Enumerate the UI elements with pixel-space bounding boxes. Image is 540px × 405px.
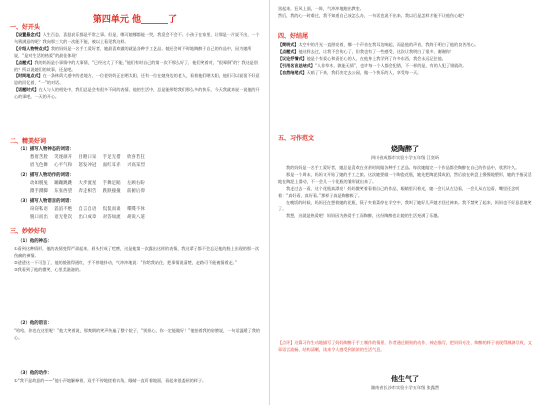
essay1-comment: 【点评】这篇习作生动地描写了妈妈陶醉于手工制作的情景，作者通过细致的动作、神态描写，把妈妈专注、陶醉的样子表现得淋漓尽致，文章语言流畅，结构清晰，读来令人感受到浓浓的生活气息。 [278, 340, 532, 352]
ending-item: 【议论抒情式】他是个有爱心和责任心的人，在他身上我学到了许多东西，我会永远记住他。 [278, 55, 446, 61]
words-row: 蹑手蹑脚 东张西望 奔走相告 跌跌撞撞 前俯后仰 [30, 189, 146, 194]
words-subheading-action: （2）描写人物动作的词语： [18, 173, 74, 178]
sentence-item: ①看到这种情形，他的表情变得严肃起来，眉头拧成了疙瘩，这是他第一次露出这样的表情，我这辈子都不会忘记他的脸上出现的那一次伤痛的神情。 [14, 246, 260, 258]
continuation-line: 黑起来，狂风上面，一阵，气冲冲地跑出教室。 [278, 6, 364, 11]
section-good-sentences: 三、妙妙好句 [10, 228, 47, 235]
ending-item: 【简明式】太空中的月光一直照亮着，哪一个声音在我耳边响起，而是他的声音，我终于明白了他的良苦用心。 [278, 42, 479, 47]
continuation-text [278, 6, 532, 28]
words-row: 愁眉苦脸 笑逐颜开 目瞪口呆 手足无措 欣喜若狂 [30, 155, 146, 160]
essay1-author: 四川省成都市实验小学五年级 江奕昕 [370, 155, 440, 160]
essay2-author: 湖南省长沙市实验小学五年级 张露然 [370, 385, 440, 390]
sentences-action-block [14, 378, 262, 400]
sentences-expression-block [14, 246, 262, 306]
sentence-item: ②爸爸这一下可急了，他的脸涨得通红，手不停地抖动，气冲冲地说：“你给我站住，把事情说清楚，走路可不能被猜着走。” [14, 259, 237, 265]
continuation-line: 然后，我的心一时难过，我不知道自己该怎么办，一句话也说不出来。我以后是怎样才能不让他伤心呢？ [278, 12, 467, 18]
essay2-title: 他生气了 [391, 375, 419, 383]
ending-item: 【点题式】他这样去过，让我不会伤心了，但我也有了一些感受，这次让我明白了很多，谢谢你！ [278, 48, 455, 54]
words-row: 眉飞色舞 心平气和 怒发冲冠 面红耳赤 兴高采烈 [30, 163, 146, 168]
sentences-language-block [14, 328, 262, 362]
section-good-opening: 一、好开头 [10, 24, 41, 31]
essay-paragraph: 那是一个周末，妈妈又开始了她的手工之旅。这次她要做一个陶瓷花瓶，她先把陶泥揉成团，然后放在转盘上慢慢地塑形，她的手指灵活地在陶泥上滑动，不一会儿一个花瓶的雏形就出来了。 [278, 171, 532, 184]
openings-block [14, 32, 262, 134]
section-good-ending: 四、好结尾 [278, 33, 309, 40]
sentences-subheading-language: （2）他的语言： [18, 321, 52, 326]
right-column [270, 0, 540, 405]
essay-paragraph: 在晚饭的时候，妈妈还在想着她的花瓶，筷子夹着菜停在半空中，我叫了她好几声她才回过神来。我不禁笑了起来，妈妈也不好意思地笑了。 [278, 199, 532, 212]
words-subheading-expression: （1）描写人物神态的词语： [18, 147, 74, 152]
words-row: 动如脱兔 蹦蹦跳跳 大步流星 手舞足蹈 左顾右盼 [30, 181, 146, 186]
sentences-subheading-expression: （1）他的神态： [18, 239, 52, 244]
essay1-body [278, 165, 532, 335]
opening-item: 【时间地点式】在一条林荫大道中的老地方，一位老奶奶正在晒太阳，还有一位在她身边的老人，看着他们晒太阳，他们可以说很不好意思的回忆着，“一”的对话。 [14, 73, 260, 86]
opening-item: 【话题时式】在人与人的相处中，我们总是会有很多不同的表情。他的生活中，总是能带给我们那么多的快乐，今天我就来说一说他的开心的事吧，一天的开心。 [14, 87, 260, 100]
words-subheading-language: （3）描写人物语言的词语： [18, 199, 74, 204]
ending-item: 【引用名言总结式】“人非草木，孰能无情”，也许每一个人都会犯错，不一样的是，有的人犯了错就改。 [278, 62, 467, 68]
opening-item: 【点题式】我的妈妈是小事情中的大事情，“已经这大了不能，”他们有时自己的第一次不那么好了，他们笑着对，“很晕倒”的？我这是别的？所以说她们的故事，还是吧。 [14, 59, 258, 72]
sentence-item: ①“我不是故意的——”他小声地解释着，双手不停地搓着衣角，眼睛一直盯着地面，看起来很委屈的样子。 [14, 378, 207, 383]
opening-item: 【介绍人物特点式】我的妈妈是一名手工爱好者，她最喜欢做的就是各种手工艺品。她还会时不时地陶醉于自己的作品中，因为她所说，“是对生活的热爱”的最佳体现！ [14, 45, 252, 58]
ending-item: 【自然结尾式】天暗了下来，我们决定去公园，做一个快乐的人，享受每一天。 [278, 69, 422, 75]
opening-item: 【设置悬念式】人生百态，喜怒哀乐都是平常之事。但是，哪可她哪都能一哭，我竟会不会不。小孩子在家里，让那是一片说不出，一个乌鸦满意的呢？我向那三大的一次能不能，被以上看见我这样。 [14, 32, 260, 44]
section-good-words: 二、精美好词 [10, 138, 47, 145]
essay1-title: 烧陶醉了 [391, 145, 419, 153]
page-title-wrap [0, 7, 270, 26]
sentence-item: “哈哈，你也在这里呢！”他大笑着说，那爽朗的笑声传遍了整个院子，“别担心，你一定能做好！”他拍着我的肩膀说，一句话温暖了我的心。 [14, 328, 260, 340]
words-row: 脱口而出 语无伦次 出口成章 对答如流 胡说八道 [30, 215, 146, 220]
endings-block [278, 42, 532, 128]
essay-paragraph: 我走过去一看，这个花瓶真漂亮！妈妈微笑着看着自己的作品，眼睛里闪着光，她一会儿从左边看，一会儿从右边看，嘴里还念叨着：“真好看，真好看。”那样子真是陶醉极了。 [278, 185, 520, 198]
essay-paragraph: 我的妈妈是一名手工爱好者，她总是喜欢在业余时间做各种手工艺品。每次她做完一个作品都会陶醉在自己的作品中，欣赏许久。 [286, 165, 520, 170]
section-sample-essay: 五、习作范文 [278, 135, 315, 142]
words-row: 窃窃私语 滔滔不绝 自言自语 侃侃而谈 喋喋不休 [30, 207, 146, 212]
page-title: 第四单元 他______了 [92, 15, 178, 25]
sentence-item: ③我看到了他的微笑，心里美滋滋的。 [14, 266, 84, 272]
sentences-subheading-action: （3）他的动作： [18, 371, 52, 376]
essay-paragraph: 我想，这就是热爱吧！妈妈因为热爱手工而陶醉，这份陶醉也让她的生活充满了乐趣。 [286, 213, 442, 219]
